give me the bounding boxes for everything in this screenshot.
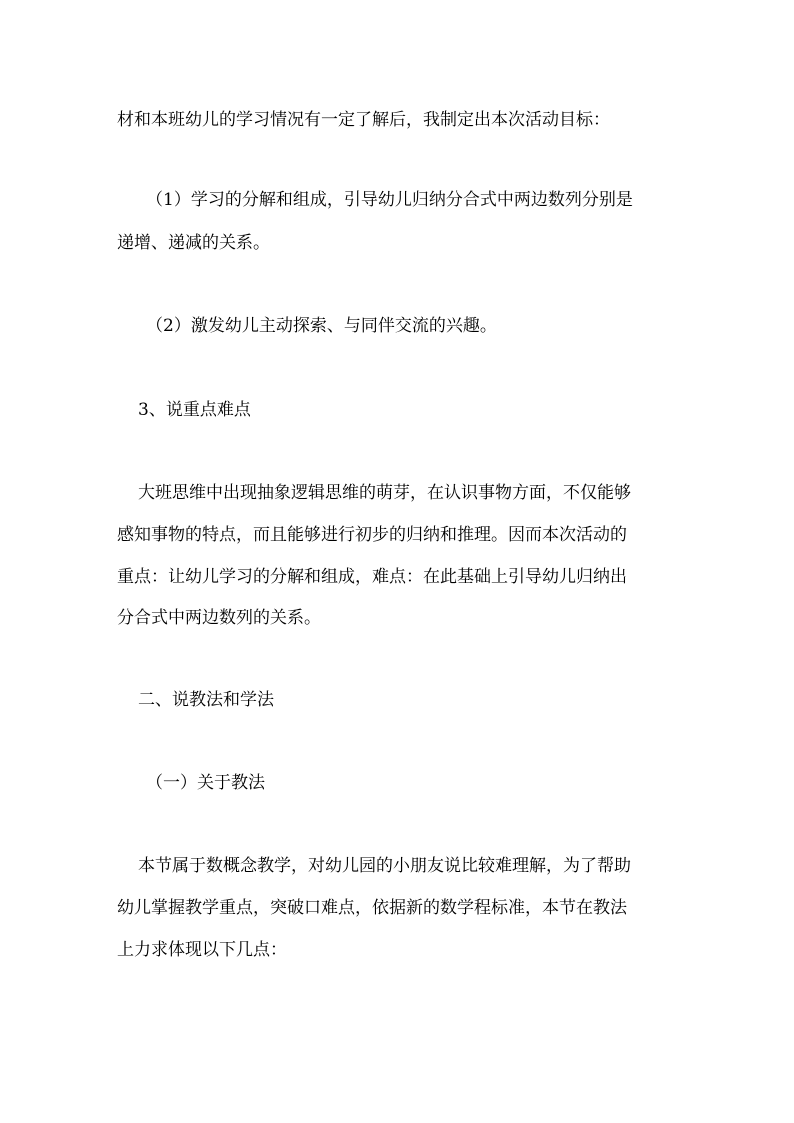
goal-intro-line: 材和本班幼儿的学习情况有一定了解后，我制定出本次活动目标： <box>117 110 610 130</box>
teaching-method-heading: （一）关于教法 <box>146 773 265 793</box>
section-2-heading: 二、说教法和学法 <box>138 690 274 710</box>
goal-2-line: （2）激发幼儿主动探索、与同伴交流的兴趣。 <box>146 316 497 336</box>
teaching-method-line-2: 幼儿掌握教学重点，突破口难点，依据新的数学程标准，本节在教法 <box>117 898 627 918</box>
key-points-line-4: 分合式中两边数列的关系。 <box>117 608 321 628</box>
key-points-line-3: 重点：让幼儿学习的分解和组成，难点：在此基础上引导幼儿归纳出 <box>117 567 627 587</box>
goal-1-line-1: （1）学习的分解和组成，引导幼儿归纳分合式中两边数列分别是 <box>146 190 633 210</box>
goal-1-line-2: 递增、递减的关系。 <box>117 233 270 253</box>
key-points-line-2: 感知事物的特点，而且能够进行初步的归纳和推理。因而本次活动的 <box>117 525 627 545</box>
key-points-heading: 3、说重点难点 <box>138 400 251 420</box>
key-points-line-1: 大班思维中出现抽象逻辑思维的萌芽，在认识事物方面，不仅能够 <box>138 483 631 503</box>
teaching-method-line-3: 上力求体现以下几点： <box>117 940 287 960</box>
teaching-method-line-1: 本节属于数概念教学，对幼儿园的小朋友说比较难理解，为了帮助 <box>138 856 631 876</box>
